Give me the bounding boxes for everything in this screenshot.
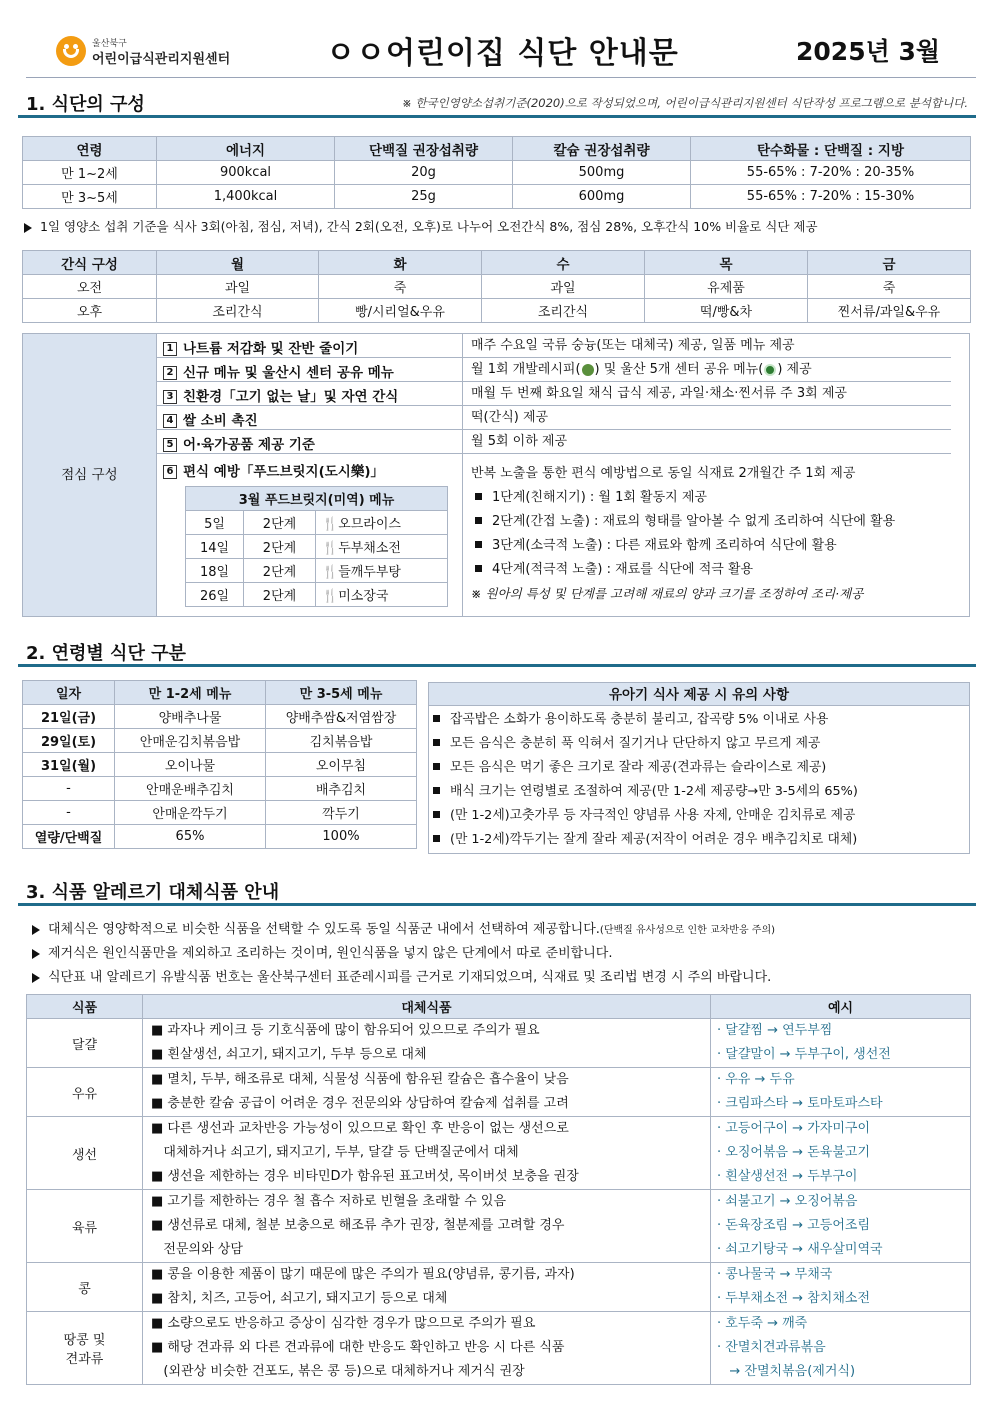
num-box-icon: 6 [163, 465, 177, 479]
lunch-item-value: 떡(간식) 제공 [462, 406, 951, 430]
triangle-bullet-icon [32, 973, 40, 983]
allergy-food: 우유 [27, 1068, 143, 1117]
foodbridge-desc: 반복 노출을 통한 편식 예방법으로 동일 식재료 2개월간 주 1회 제공 [471, 466, 856, 481]
sub-line: ■ 참치, 치즈, 고등어, 쇠고기, 돼지고기 등으로 대체 [151, 1291, 448, 1306]
num-box-icon: 3 [163, 390, 177, 404]
allergy-note-text: 제거식은 원인식품만을 제외하고 조리하는 것이며, 원인식품을 넣지 않은 단계에서 따로 준비합니다. [48, 946, 613, 961]
square-bullet-icon [433, 715, 440, 722]
lunch-item-value: 매주 수요일 국류 숭늉(또는 대체국) 제공, 일품 메뉴 제공 [462, 334, 951, 358]
table-cell: 600mg [513, 185, 691, 209]
table-row [27, 1190, 971, 1263]
caution-text: 모든 음식은 충분히 푹 익혀서 질기거나 단단하지 않고 무르게 제공 [450, 736, 821, 751]
snack-header-fri: 금 [808, 251, 971, 275]
example-line: → 잔멸치볶음(제거식) [717, 1364, 856, 1379]
num-box-icon: 2 [163, 366, 177, 380]
allergy-food: 육류 [27, 1190, 143, 1263]
table-cell: 양배추나물 [115, 705, 266, 729]
caution-list [428, 706, 970, 854]
allergy-food: 생선 [27, 1117, 143, 1190]
table-cell: 5일 [186, 511, 244, 535]
caution-text: 배식 크기는 연령별로 조절하여 제공(만 1-2세 제공량→만 3-5세의 65%) [450, 784, 858, 799]
allergy-subs [143, 1068, 711, 1117]
example-line: · 크림파스타 → 토마토파스타 [717, 1096, 883, 1111]
allergy-examples [711, 1263, 971, 1312]
org-district: 울산북구 [92, 39, 127, 49]
allergy-examples [711, 1068, 971, 1117]
table-row [186, 511, 448, 535]
table-cell: 31일(월) [23, 753, 115, 777]
value-part: ) 및 울산 5개 센터 공유 메뉴( [594, 362, 764, 377]
caution-text: (만 1-2세)고춧가루 등 자극적인 양념류 사용 자제, 안매운 김치류로 제공 [450, 808, 856, 823]
table-row [27, 1117, 971, 1190]
table-cell: 오전 [23, 275, 157, 299]
allergy-subs [143, 1263, 711, 1312]
allergy-note [32, 942, 612, 961]
list-item [429, 708, 969, 732]
square-bullet-icon [475, 493, 482, 500]
square-bullet-icon [433, 739, 440, 746]
triangle-bullet-icon [32, 949, 40, 959]
table-cell: 55-65% : 7-20% : 15-30% [691, 185, 971, 209]
triangle-bullet-icon [32, 925, 40, 935]
page-title: ㅇㅇ어린이집 식단 안내문 [326, 36, 679, 71]
step-text: 4단계(적극적 노출) : 재료를 식단에 적극 활용 [492, 562, 754, 577]
table-cell: 안매운배추김치 [115, 777, 266, 801]
step-text: 2단계(간접 노출) : 재료의 형태를 알아볼 수 없게 조리하여 식단에 활용 [492, 514, 896, 529]
table-row [27, 1019, 971, 1068]
snack-table [22, 250, 971, 323]
allergy-header-food: 식품 [27, 995, 143, 1019]
sub-line: ■ 멸치, 두부, 해조류로 대체, 식물성 식품에 함유된 칼슘은 흡수율이 낮음 [151, 1072, 569, 1087]
table-row [186, 559, 448, 583]
sub-line: ■ 고기를 제한하는 경우 철 흡수 저하로 빈혈을 초래할 수 있음 [151, 1194, 506, 1209]
food-line: 견과류 [65, 1352, 104, 1367]
document-header [26, 22, 976, 78]
snack-header-mon: 월 [157, 251, 319, 275]
table-row [27, 1263, 971, 1312]
table-cell [316, 535, 448, 559]
age-menu-header-date: 일자 [23, 681, 115, 705]
caution-text: 모든 음식은 먹기 좋은 크기로 잘라 제공(견과류는 슬라이스로 제공) [450, 760, 827, 775]
square-bullet-icon [433, 763, 440, 770]
foodbridge-step [471, 558, 969, 582]
square-bullet-icon [433, 811, 440, 818]
lunch-item-key-text: 쌀 소비 촉진 [183, 413, 258, 429]
intake-note [24, 217, 818, 235]
table-cell: 오이무침 [266, 753, 417, 777]
table-cell: 배추김치 [266, 777, 417, 801]
sub-line: ■ 해당 견과류 외 다른 견과류에 대한 반응도 확인하고 반응 시 다른 식품 [151, 1340, 565, 1355]
list-item [429, 756, 969, 780]
table-row [23, 729, 417, 753]
example-line: · 잔멸치견과류볶음 [717, 1340, 826, 1355]
num-box-icon: 1 [163, 342, 177, 356]
square-bullet-icon [433, 835, 440, 842]
section3-title-bar [18, 876, 976, 906]
lunch-item-key [163, 433, 315, 453]
shared-menu-icon [764, 364, 776, 376]
table-cell: 29일(토) [23, 729, 115, 753]
table-cell: 2단계 [244, 511, 316, 535]
num-box-icon: 4 [163, 414, 177, 428]
example-line: · 우유 → 두유 [717, 1072, 795, 1087]
step-text: 3단계(소극적 노출) : 다른 재료와 함께 조리하여 식단에 활용 [492, 538, 837, 553]
fork-spoon-icon: 🍴 [322, 541, 339, 556]
example-line: · 쇠고기탕국 → 새우살미역국 [717, 1242, 883, 1257]
allergy-header-example: 예시 [711, 995, 971, 1019]
lunch-item [157, 406, 951, 430]
table-cell: 깍두기 [266, 801, 417, 825]
table-cell: - [23, 777, 115, 801]
list-item [429, 780, 969, 804]
foodbridge-key [163, 460, 384, 480]
table-cell: 65% [115, 825, 266, 849]
square-bullet-icon [475, 517, 482, 524]
section3-title: 3. 식품 알레르기 대체식품 안내 [26, 882, 280, 903]
table-cell: 21일(금) [23, 705, 115, 729]
table-row [23, 275, 971, 299]
caution-title: 유아기 식사 제공 시 유의 사항 [428, 682, 970, 706]
sub-line: ■ 소량으로도 반응하고 증상이 심각한 경우가 많으므로 주의가 필요 [151, 1316, 536, 1331]
foodbridge-left [157, 454, 462, 616]
value-part: ) 제공 [777, 362, 812, 377]
lunch-item-key [163, 385, 398, 405]
allergy-note [32, 918, 775, 937]
allergy-examples [711, 1190, 971, 1263]
fork-spoon-icon: 🍴 [322, 589, 339, 604]
example-line: · 고등어구이 → 가자미구이 [717, 1121, 871, 1136]
sub-line: ■ 충분한 칼슘 공급이 어려운 경우 전문의와 상담하여 칼슘제 섭취를 고려 [151, 1096, 569, 1111]
table-row [23, 777, 417, 801]
sub-line: (외관상 비슷한 건포도, 볶은 콩 등)으로 대체하거나 제거식 권장 [151, 1364, 525, 1379]
example-line: · 호두죽 → 깨죽 [717, 1316, 808, 1331]
table-cell: 김치볶음밥 [266, 729, 417, 753]
allergy-examples [711, 1312, 971, 1385]
snack-header-type: 간식 구성 [23, 251, 157, 275]
example-line: · 콩나물국 → 무채국 [717, 1267, 833, 1282]
allergy-examples [711, 1117, 971, 1190]
allergy-examples [711, 1019, 971, 1068]
intake-note-text: 1일 영양소 섭취 기준을 식사 3회(아침, 점심, 저녁), 간식 2회(오전, 오후)로 나누어 오전간식 8%, 점심 28%, 오후간식 10% 비율로 식단 제공 [40, 219, 818, 234]
smile-logo-icon [56, 36, 86, 66]
step-text: 1단계(친해지기) : 월 1회 활동지 제공 [492, 490, 707, 505]
table-row [27, 1068, 971, 1117]
value-part: 월 1회 개발레시피( [471, 362, 581, 377]
menu-name: 들깨두부탕 [338, 565, 401, 580]
table-cell: 조리간식 [157, 299, 319, 323]
snack-header-thu: 목 [645, 251, 808, 275]
table-row [23, 161, 971, 185]
foodbridge-menu-title: 3월 푸드브릿지(미역) 메뉴 [186, 487, 448, 511]
allergy-table [26, 994, 971, 1385]
table-row [23, 705, 417, 729]
table-row [23, 299, 971, 323]
allergy-subs [143, 1019, 711, 1068]
age-menu-header-1-2: 만 1-2세 메뉴 [115, 681, 266, 705]
table-cell: 과일 [157, 275, 319, 299]
foodbridge-menu-table [185, 486, 448, 607]
foodbridge-step [471, 510, 969, 534]
table-cell: 만 3~5세 [23, 185, 157, 209]
section1-title: 1. 식단의 구성 [26, 94, 145, 115]
table-cell: 찐서류/과일&우유 [808, 299, 971, 323]
table-cell: 25g [335, 185, 513, 209]
table-cell: 유제품 [645, 275, 808, 299]
lunch-item-value [462, 358, 951, 382]
table-cell: 안매운김치볶음밥 [115, 729, 266, 753]
sub-line: 전문의와 상담 [151, 1242, 243, 1257]
foodbridge-key-text: 편식 예방「푸드브릿지(도시樂)」 [183, 464, 384, 480]
foodbridge-step [471, 534, 969, 558]
caution-text: (만 1-2세)깍두기는 잘게 잘라 제공(저작이 어려운 경우 배추김치로 대체) [450, 832, 858, 847]
table-cell [316, 511, 448, 535]
table-row [186, 583, 448, 607]
lunch-items [157, 334, 969, 616]
table-row [23, 185, 971, 209]
allergy-note-text: 대체식은 영양학적으로 비슷한 식품을 선택할 수 있도록 동일 식품군 내에서 선택하여 제공합니다. [48, 922, 600, 937]
caution-box [428, 682, 970, 854]
table-cell: 안매운깍두기 [115, 801, 266, 825]
lunch-item-key [163, 361, 394, 381]
allergy-food: 달걀 [27, 1019, 143, 1068]
allergy-note-text: 식단표 내 알레르기 유발식품 번호는 울산북구센터 표준레시피를 근거로 기재되었으며, 식재료 및 조리법 변경 시 주의 바랍니다. [48, 970, 772, 985]
table-cell: 빵/시리얼&우유 [319, 299, 482, 323]
sub-line: ■ 생선을 제한하는 경우 비타민D가 함유된 표고버섯, 목이버섯 보충을 권장 [151, 1169, 579, 1184]
food-line: 땅콩 및 [63, 1333, 106, 1348]
sub-line: ■ 다른 생선과 교차반응 가능성이 있으므로 확인 후 반응이 없는 생선으로 [151, 1121, 569, 1136]
table-cell: 2단계 [244, 535, 316, 559]
allergy-subs [143, 1117, 711, 1190]
table-cell: 오이나물 [115, 753, 266, 777]
list-item [429, 828, 969, 852]
allergy-note-small: (단백질 유사성으로 인한 교차반응 주의) [599, 925, 775, 936]
table-cell [316, 559, 448, 583]
table-cell: - [23, 801, 115, 825]
square-bullet-icon [475, 541, 482, 548]
table-row [23, 753, 417, 777]
lunch-item-key-text: 신규 메뉴 및 울산시 센터 공유 메뉴 [183, 365, 394, 381]
lunch-item-key [163, 409, 258, 429]
section1-note: ※ 한국인영양소섭취기준(2020)으로 작성되었으며, 어린이급식관리지원센터 식단작성 프로그램으로 분석합니다. [402, 96, 968, 110]
table-cell: 500mg [513, 161, 691, 185]
table-cell: 오후 [23, 299, 157, 323]
section1-title-bar [18, 88, 976, 118]
lunch-item-key-text: 친환경「고기 없는 날」및 자연 간식 [183, 389, 399, 405]
list-item [429, 732, 969, 756]
table-cell: 18일 [186, 559, 244, 583]
example-line: · 쇠불고기 → 오징어볶음 [717, 1194, 858, 1209]
sub-line: ■ 과자나 케이크 등 기호식품에 많이 함유되어 있으므로 주의가 필요 [151, 1023, 540, 1038]
lunch-item [157, 358, 951, 382]
age-menu-table [22, 680, 417, 849]
lunch-item-value: 매월 두 번째 화요일 채식 급식 제공, 과일·채소·찐서류 주 3회 제공 [462, 382, 951, 406]
table-cell: 열량/단백질 [23, 825, 115, 849]
menu-name: 오므라이스 [338, 517, 401, 532]
table-cell: 20g [335, 161, 513, 185]
table-row [23, 801, 417, 825]
allergy-food: 콩 [27, 1263, 143, 1312]
lunch-item-key-text: 나트륨 저감화 및 잔반 줄이기 [183, 341, 359, 357]
table-cell: 26일 [186, 583, 244, 607]
allergy-food [27, 1312, 143, 1385]
table-row [186, 535, 448, 559]
example-line: · 달걀찜 → 연두부찜 [717, 1023, 833, 1038]
lunch-item [157, 334, 951, 358]
sub-line: ■ 흰살생선, 쇠고기, 돼지고기, 두부 등으로 대체 [151, 1047, 427, 1062]
fork-spoon-icon: 🍴 [322, 517, 339, 532]
caution-text: 잡곡밥은 소화가 용이하도록 충분히 불리고, 잡곡량 5% 이내로 사용 [450, 712, 829, 727]
lunch-item [157, 430, 951, 454]
table-cell: 죽 [808, 275, 971, 299]
table-cell: 55-65% : 7-20% : 20-35% [691, 161, 971, 185]
example-line: · 흰살생선전 → 두부구이 [717, 1169, 858, 1184]
nutrition-header-protein: 단백질 권장섭취량 [335, 137, 513, 161]
table-cell: 900kcal [157, 161, 335, 185]
example-line: · 달걀말이 → 두부구이, 생선전 [717, 1047, 891, 1062]
foodbridge-right [462, 454, 969, 616]
allergy-header-substitute: 대체식품 [143, 995, 711, 1019]
nutrition-header-calcium: 칼슘 권장섭취량 [513, 137, 691, 161]
sub-line: ■ 생선류로 대체, 철분 보충으로 해조류 추가 권장, 철분제를 고려할 경우 [151, 1218, 565, 1233]
fork-spoon-icon: 🍴 [322, 565, 339, 580]
section2-title-bar [18, 637, 976, 667]
nutrition-header-energy: 에너지 [157, 137, 335, 161]
foodbridge-footnote: ※ 원아의 특성 및 단계를 고려해 재료의 양과 크기를 조정하여 조리·제공 [471, 586, 864, 601]
example-line: · 두부채소전 → 참치채소전 [717, 1291, 871, 1306]
sub-line: ■ 콩을 이용한 제품이 많기 때문에 많은 주의가 필요(양념류, 콩기름, 과자) [151, 1267, 575, 1282]
nutrition-header-age: 연령 [23, 137, 157, 161]
lunch-label: 점심 구성 [23, 334, 157, 616]
menu-name: 두부채소전 [338, 541, 401, 556]
table-cell: 2단계 [244, 583, 316, 607]
snack-header-tue: 화 [319, 251, 482, 275]
square-bullet-icon [433, 787, 440, 794]
table-cell: 1,400kcal [157, 185, 335, 209]
snack-header-wed: 수 [482, 251, 645, 275]
num-box-icon: 5 [163, 438, 177, 452]
triangle-bullet-icon [24, 223, 32, 233]
table-row [23, 825, 417, 849]
age-menu-header-3-5: 만 3-5세 메뉴 [266, 681, 417, 705]
nutrition-table [22, 136, 971, 209]
lunch-item-key-text: 어·육가공품 제공 기준 [183, 437, 315, 453]
square-bullet-icon [475, 565, 482, 572]
allergy-subs [143, 1312, 711, 1385]
foodbridge-step [471, 486, 969, 510]
section2-title: 2. 연령별 식단 구분 [26, 643, 186, 664]
lunch-composition [22, 333, 970, 617]
example-line: · 돈육장조림 → 고등어조림 [717, 1218, 871, 1233]
date-title: 2025년 3월 [796, 37, 940, 66]
menu-name: 미소장국 [338, 589, 389, 604]
table-cell: 2단계 [244, 559, 316, 583]
example-line: · 오징어볶음 → 돈육불고기 [717, 1145, 871, 1160]
list-item [429, 804, 969, 828]
table-cell: 과일 [482, 275, 645, 299]
allergy-subs [143, 1190, 711, 1263]
allergy-note [32, 966, 771, 985]
lunch-item-key [163, 337, 358, 357]
nutrition-header-ratio: 탄수화물 : 단백질 : 지방 [691, 137, 971, 161]
lunch-item [157, 382, 951, 406]
table-cell: 만 1~2세 [23, 161, 157, 185]
table-cell: 죽 [319, 275, 482, 299]
table-cell: 떡/빵&차 [645, 299, 808, 323]
table-cell: 양배추쌈&저염쌈장 [266, 705, 417, 729]
table-cell: 14일 [186, 535, 244, 559]
table-row [27, 1312, 971, 1385]
table-cell: 조리간식 [482, 299, 645, 323]
table-cell: 100% [266, 825, 417, 849]
sub-line: 대체하거나 쇠고기, 돼지고기, 두부, 달걀 등 단백질군에서 대체 [151, 1145, 519, 1160]
org-name: 어린이급식관리지원센터 [92, 52, 231, 67]
new-recipe-icon [582, 364, 594, 376]
table-cell [316, 583, 448, 607]
lunch-item-value: 월 5회 이하 제공 [462, 430, 951, 454]
